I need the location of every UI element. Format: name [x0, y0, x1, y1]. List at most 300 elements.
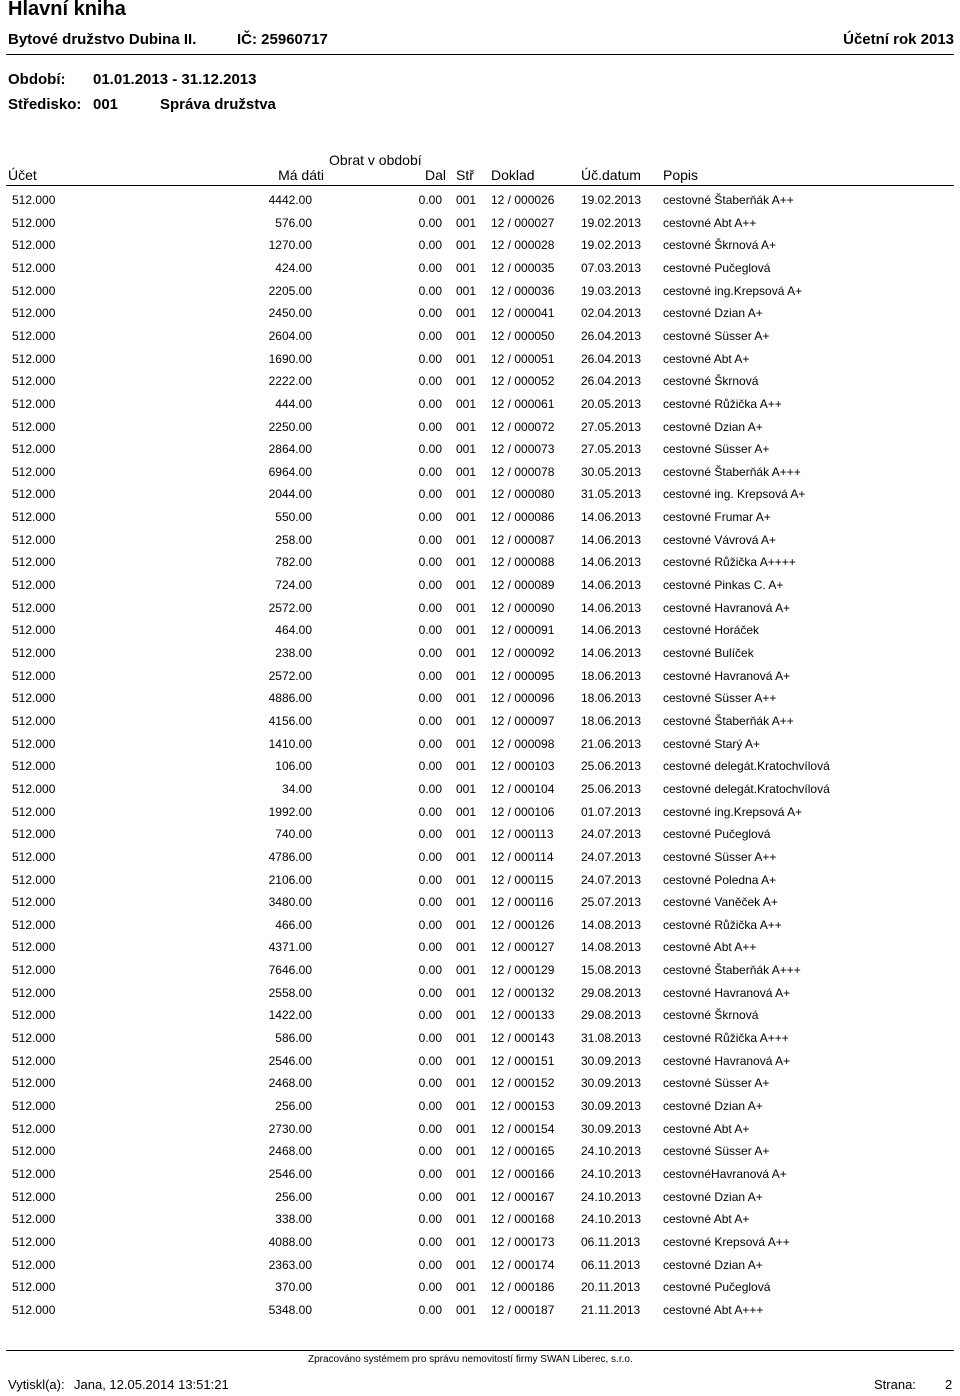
row-popis: cestovné delegát.Kratochvílová: [663, 781, 830, 796]
row-popis: cestovné Dzian A+: [663, 1257, 763, 1272]
row-ma-dati: 338.00: [275, 1212, 312, 1227]
row-doklad: 12 / 000041: [491, 306, 555, 321]
row-account: 512.000: [12, 442, 56, 457]
row-doklad: 12 / 000050: [491, 328, 555, 343]
row-dal: 0.00: [418, 1166, 442, 1181]
row-stredisko: 001: [456, 532, 477, 547]
row-dal: 0.00: [418, 238, 442, 253]
row-popis: cestovné Krepsová A++: [663, 1234, 790, 1249]
row-ucetni-datum: 24.10.2013: [581, 1144, 642, 1159]
row-stredisko: 001: [456, 306, 477, 321]
row-account: 512.000: [12, 985, 56, 1000]
row-stredisko: 001: [456, 668, 477, 683]
row-ucetni-datum: 19.02.2013: [581, 215, 642, 230]
row-dal: 0.00: [418, 940, 442, 955]
table-row: [0, 487, 960, 509]
row-ma-dati: 2468.00: [268, 1144, 312, 1159]
row-account: 512.000: [12, 917, 56, 932]
row-stredisko: 001: [456, 781, 477, 796]
row-dal: 0.00: [418, 600, 442, 615]
row-stredisko: 001: [456, 600, 477, 615]
row-ma-dati: 4786.00: [268, 849, 312, 864]
row-dal: 0.00: [418, 374, 442, 389]
row-ma-dati: 424.00: [275, 260, 312, 275]
row-doklad: 12 / 000097: [491, 713, 555, 728]
row-popis: cestovné Pinkas C. A+: [663, 578, 784, 592]
row-popis: cestovné Štaberňák A+++: [663, 963, 801, 978]
row-ma-dati: 3480.00: [268, 895, 312, 910]
row-doklad: 12 / 000092: [491, 646, 555, 660]
row-stredisko: 001: [456, 260, 477, 275]
row-popis: cestovné Havranová A+: [663, 1053, 791, 1068]
row-account: 512.000: [12, 555, 56, 570]
row-dal: 0.00: [418, 895, 442, 910]
row-popis: cestovné Dzian A+: [663, 306, 763, 321]
row-account: 512.000: [12, 464, 56, 479]
row-dal: 0.00: [418, 804, 442, 819]
table-row: [0, 940, 960, 962]
row-dal: 0.00: [418, 1031, 442, 1045]
row-account: 512.000: [12, 238, 56, 253]
row-account: 512.000: [12, 374, 56, 389]
row-dal: 0.00: [418, 306, 442, 321]
table-row: [0, 1212, 960, 1234]
row-stredisko: 001: [456, 193, 477, 207]
row-doklad: 12 / 000173: [491, 1234, 555, 1249]
row-popis: cestovné Růžička A++++: [663, 555, 796, 570]
row-account: 512.000: [12, 691, 56, 706]
column-header-str: Stř: [456, 167, 474, 183]
row-dal: 0.00: [418, 691, 442, 706]
printed-by-label: Vytiskl(a):: [8, 1377, 65, 1392]
row-popis: cestovné Starý A+: [663, 736, 761, 751]
row-doklad: 12 / 000061: [491, 396, 555, 411]
table-row: [0, 306, 960, 328]
row-account: 512.000: [12, 260, 56, 275]
row-popis: cestovné Abt A++: [663, 940, 757, 955]
table-row: [0, 420, 960, 442]
row-account: 512.000: [12, 1099, 56, 1113]
row-stredisko: 001: [456, 872, 477, 887]
row-popis: cestovné ing. Krepsová A+: [663, 487, 806, 502]
row-ma-dati: 464.00: [275, 623, 312, 638]
row-account: 512.000: [12, 1144, 56, 1159]
row-popis: cestovné Pučeglová: [663, 1280, 771, 1295]
row-ma-dati: 5348.00: [268, 1302, 312, 1317]
row-account: 512.000: [12, 283, 56, 298]
header-divider: [6, 54, 954, 55]
table-row: [0, 1235, 960, 1257]
row-account: 512.000: [12, 396, 56, 411]
row-ma-dati: 2864.00: [268, 442, 312, 457]
row-popis: cestovné Dzian A+: [663, 1189, 763, 1204]
row-doklad: 12 / 000154: [491, 1121, 555, 1136]
row-ma-dati: 256.00: [275, 1189, 312, 1204]
row-doklad: 12 / 000132: [491, 985, 555, 1000]
row-ma-dati: 466.00: [275, 917, 312, 932]
row-doklad: 12 / 000088: [491, 555, 555, 570]
row-popis: cestovné ing.Krepsová A+: [663, 283, 803, 298]
table-row: [0, 397, 960, 419]
row-stredisko: 001: [456, 759, 477, 774]
row-ucetni-datum: 26.04.2013: [581, 374, 642, 389]
row-ma-dati: 1270.00: [268, 238, 312, 253]
row-doklad: 12 / 000087: [491, 532, 555, 547]
row-ma-dati: 256.00: [275, 1099, 312, 1113]
row-popis: cestovné delegát.Kratochvílová: [663, 759, 830, 774]
row-account: 512.000: [12, 736, 56, 751]
row-ucetni-datum: 19.03.2013: [581, 283, 642, 298]
row-dal: 0.00: [418, 623, 442, 638]
row-stredisko: 001: [456, 985, 477, 1000]
row-ucetni-datum: 31.08.2013: [581, 1031, 642, 1045]
page-label: Strana:: [874, 1377, 916, 1392]
row-ucetni-datum: 06.11.2013: [581, 1257, 641, 1272]
row-popis: cestovné Štaberňák A++: [663, 713, 794, 728]
row-ma-dati: 4088.00: [268, 1234, 312, 1249]
table-row: [0, 1031, 960, 1053]
table-row: [0, 578, 960, 600]
row-doklad: 12 / 000166: [491, 1166, 555, 1181]
row-account: 512.000: [12, 1031, 56, 1045]
table-row: [0, 737, 960, 759]
row-account: 512.000: [12, 510, 56, 525]
table-row: [0, 805, 960, 827]
row-stredisko: 001: [456, 419, 477, 434]
center-label: Středisko:: [8, 96, 82, 113]
row-ucetni-datum: 18.06.2013: [581, 668, 642, 683]
row-ucetni-datum: 24.07.2013: [581, 849, 642, 864]
row-ma-dati: 2044.00: [268, 487, 312, 502]
column-group-header: Obrat v období: [329, 152, 422, 168]
table-row: [0, 1190, 960, 1212]
row-popis: cestovné Dzian A+: [663, 419, 763, 434]
table-row: [0, 1076, 960, 1098]
table-row: [0, 1258, 960, 1280]
row-dal: 0.00: [418, 215, 442, 230]
table-row: [0, 510, 960, 532]
row-doklad: 12 / 000133: [491, 1008, 555, 1023]
row-dal: 0.00: [418, 1053, 442, 1068]
row-stredisko: 001: [456, 1189, 477, 1204]
row-account: 512.000: [12, 351, 56, 366]
row-dal: 0.00: [418, 736, 442, 751]
row-dal: 0.00: [418, 1076, 442, 1091]
row-dal: 0.00: [418, 849, 442, 864]
row-stredisko: 001: [456, 1234, 477, 1249]
row-ucetni-datum: 14.08.2013: [581, 917, 642, 932]
row-doklad: 12 / 000052: [491, 374, 555, 389]
row-dal: 0.00: [418, 759, 442, 774]
row-dal: 0.00: [418, 668, 442, 683]
row-stredisko: 001: [456, 827, 477, 842]
row-stredisko: 001: [456, 849, 477, 864]
row-stredisko: 001: [456, 804, 477, 819]
row-stredisko: 001: [456, 1257, 477, 1272]
row-doklad: 12 / 000098: [491, 736, 555, 751]
row-doklad: 12 / 000028: [491, 238, 555, 253]
table-row: [0, 1054, 960, 1076]
row-ucetni-datum: 07.03.2013: [581, 260, 642, 275]
row-ucetni-datum: 30.09.2013: [581, 1076, 642, 1091]
row-ma-dati: 550.00: [275, 510, 312, 525]
fiscal-year: Účetní rok 2013: [843, 31, 954, 48]
row-dal: 0.00: [418, 510, 442, 525]
row-account: 512.000: [12, 1053, 56, 1068]
row-ma-dati: 2604.00: [268, 328, 312, 343]
row-ma-dati: 576.00: [275, 215, 312, 230]
row-account: 512.000: [12, 872, 56, 887]
table-row: [0, 646, 960, 668]
row-dal: 0.00: [418, 555, 442, 570]
row-stredisko: 001: [456, 1031, 477, 1045]
row-doklad: 12 / 000106: [491, 804, 555, 819]
table-row: [0, 352, 960, 374]
row-account: 512.000: [12, 713, 56, 728]
table-row: [0, 442, 960, 464]
row-popis: cestovné Vávrová A+: [663, 532, 777, 547]
row-ma-dati: 2468.00: [268, 1076, 312, 1091]
row-dal: 0.00: [418, 827, 442, 842]
row-account: 512.000: [12, 1166, 56, 1181]
table-row: [0, 1008, 960, 1030]
row-ma-dati: 2222.00: [268, 374, 312, 389]
row-stredisko: 001: [456, 328, 477, 343]
row-dal: 0.00: [418, 985, 442, 1000]
page-number: 2: [945, 1377, 953, 1392]
row-account: 512.000: [12, 623, 56, 638]
row-stredisko: 001: [456, 1053, 477, 1068]
row-dal: 0.00: [418, 781, 442, 796]
row-dal: 0.00: [418, 1302, 442, 1317]
row-dal: 0.00: [418, 1257, 442, 1272]
row-ucetni-datum: 14.06.2013: [581, 555, 642, 570]
row-popis: cestovné Frumar A+: [663, 510, 771, 525]
row-ma-dati: 2730.00: [268, 1121, 312, 1136]
row-popis: cestovné Škrnová: [663, 374, 759, 389]
row-ucetni-datum: 18.06.2013: [581, 713, 642, 728]
row-ma-dati: 370.00: [275, 1280, 312, 1295]
table-row: [0, 465, 960, 487]
table-row: [0, 827, 960, 849]
printed-by-value: Jana, 12.05.2014 13:51:21: [74, 1377, 229, 1392]
row-doklad: 12 / 000051: [491, 351, 555, 366]
row-ucetni-datum: 18.06.2013: [581, 691, 642, 706]
row-stredisko: 001: [456, 283, 477, 298]
row-doklad: 12 / 000104: [491, 781, 555, 796]
row-popis: cestovné Süsser A+: [663, 1144, 770, 1159]
row-doklad: 12 / 000089: [491, 578, 555, 592]
row-ma-dati: 4442.00: [268, 193, 312, 207]
row-ucetni-datum: 15.08.2013: [581, 963, 642, 978]
row-doklad: 12 / 000126: [491, 917, 555, 932]
row-stredisko: 001: [456, 713, 477, 728]
row-account: 512.000: [12, 759, 56, 774]
row-popis: cestovné Süsser A++: [663, 849, 777, 864]
row-doklad: 12 / 000073: [491, 442, 555, 457]
row-ma-dati: 1410.00: [268, 736, 312, 751]
row-stredisko: 001: [456, 623, 477, 638]
row-ucetni-datum: 20.05.2013: [581, 396, 642, 411]
row-popis: cestovné Süsser A+: [663, 442, 770, 457]
row-account: 512.000: [12, 1076, 56, 1091]
row-doklad: 12 / 000116: [491, 895, 554, 910]
row-stredisko: 001: [456, 510, 477, 525]
row-account: 512.000: [12, 600, 56, 615]
table-row: [0, 963, 960, 985]
row-ucetni-datum: 24.07.2013: [581, 827, 642, 842]
row-stredisko: 001: [456, 487, 477, 502]
row-account: 512.000: [12, 804, 56, 819]
report-title: Hlavní kniha: [8, 0, 126, 20]
row-popis: cestovné Štaberňák A+++: [663, 464, 801, 479]
row-doklad: 12 / 000127: [491, 940, 555, 955]
row-dal: 0.00: [418, 1280, 442, 1295]
row-ma-dati: 740.00: [275, 827, 312, 842]
row-account: 512.000: [12, 940, 56, 955]
row-doklad: 12 / 000152: [491, 1076, 555, 1091]
row-popis: cestovné Havranová A+: [663, 985, 791, 1000]
table-row: [0, 669, 960, 691]
row-ma-dati: 106.00: [275, 759, 312, 774]
row-ma-dati: 586.00: [275, 1031, 312, 1045]
row-ma-dati: 1992.00: [268, 804, 312, 819]
row-ma-dati: 238.00: [275, 646, 312, 660]
row-ma-dati: 2106.00: [268, 872, 312, 887]
row-account: 512.000: [12, 419, 56, 434]
row-ucetni-datum: 21.11.2013: [581, 1302, 641, 1317]
row-doklad: 12 / 000035: [491, 260, 555, 275]
row-stredisko: 001: [456, 736, 477, 751]
row-account: 512.000: [12, 532, 56, 547]
row-dal: 0.00: [418, 532, 442, 547]
row-doklad: 12 / 000143: [491, 1031, 555, 1045]
row-popis: cestovné Růžička A++: [663, 396, 782, 411]
row-ucetni-datum: 26.04.2013: [581, 328, 642, 343]
table-row: [0, 623, 960, 645]
row-doklad: 12 / 000186: [491, 1280, 555, 1295]
row-doklad: 12 / 000072: [491, 419, 555, 434]
row-account: 512.000: [12, 1280, 56, 1295]
row-popis: cestovné Škrnová A+: [663, 238, 777, 253]
column-header-doklad: Doklad: [491, 167, 535, 183]
table-row: [0, 850, 960, 872]
period-label: Období:: [8, 71, 66, 88]
row-dal: 0.00: [418, 396, 442, 411]
row-dal: 0.00: [418, 193, 442, 207]
row-account: 512.000: [12, 1121, 56, 1136]
row-doklad: 12 / 000096: [491, 691, 555, 706]
row-ma-dati: 444.00: [275, 396, 312, 411]
row-dal: 0.00: [418, 1144, 442, 1159]
row-dal: 0.00: [418, 487, 442, 502]
row-doklad: 12 / 000036: [491, 283, 555, 298]
row-popis: cestovné Pučeglová: [663, 260, 771, 275]
row-stredisko: 001: [456, 1302, 477, 1317]
row-doklad: 12 / 000187: [491, 1302, 555, 1317]
row-ucetni-datum: 25.06.2013: [581, 759, 642, 774]
row-stredisko: 001: [456, 1008, 477, 1023]
row-popis: cestovné Škrnová: [663, 1008, 759, 1023]
row-popis: cestovné Süsser A+: [663, 1076, 770, 1091]
row-ma-dati: 1422.00: [268, 1008, 312, 1023]
row-account: 512.000: [12, 1212, 56, 1227]
row-stredisko: 001: [456, 1144, 477, 1159]
column-header-popis: Popis: [663, 167, 699, 183]
row-doklad: 12 / 000113: [491, 827, 554, 842]
row-ma-dati: 2546.00: [268, 1166, 312, 1181]
row-dal: 0.00: [418, 646, 442, 660]
row-ma-dati: 2363.00: [268, 1257, 312, 1272]
row-ma-dati: 4886.00: [268, 691, 312, 706]
row-dal: 0.00: [418, 872, 442, 887]
row-doklad: 12 / 000103: [491, 759, 555, 774]
row-ma-dati: 2572.00: [268, 668, 312, 683]
row-doklad: 12 / 000167: [491, 1189, 555, 1204]
row-doklad: 12 / 000165: [491, 1144, 555, 1159]
processed-by-note: Zpracováno systémem pro správu nemovitostí firmy SWAN Liberec, s.r.o.: [308, 1354, 633, 1365]
company-ico: IČ: 25960717: [237, 31, 328, 48]
row-stredisko: 001: [456, 940, 477, 955]
footer-divider: [6, 1350, 954, 1351]
column-header-ucet: Účet: [8, 167, 37, 183]
row-ucetni-datum: 14.06.2013: [581, 510, 642, 525]
table-row: [0, 918, 960, 940]
row-dal: 0.00: [418, 963, 442, 978]
row-popis: cestovné Havranová A+: [663, 668, 791, 683]
row-dal: 0.00: [418, 1189, 442, 1204]
row-ucetni-datum: 14.06.2013: [581, 646, 642, 660]
row-dal: 0.00: [418, 351, 442, 366]
row-doklad: 12 / 000168: [491, 1212, 555, 1227]
row-account: 512.000: [12, 668, 56, 683]
row-doklad: 12 / 000114: [491, 849, 554, 864]
row-account: 512.000: [12, 1008, 56, 1023]
table-row: [0, 895, 960, 917]
row-doklad: 12 / 000095: [491, 668, 555, 683]
row-ma-dati: 2572.00: [268, 600, 312, 615]
table-row: [0, 238, 960, 260]
row-ucetni-datum: 14.06.2013: [581, 578, 642, 592]
row-popis: cestovné Süsser A++: [663, 691, 777, 706]
row-popis: cestovné Vaněček A+: [663, 895, 778, 910]
table-row: [0, 1167, 960, 1189]
row-account: 512.000: [12, 1189, 56, 1204]
row-ma-dati: 2558.00: [268, 985, 312, 1000]
table-row: [0, 1099, 960, 1121]
row-ucetni-datum: 24.10.2013: [581, 1189, 642, 1204]
row-stredisko: 001: [456, 374, 477, 389]
center-code: 001: [93, 96, 119, 113]
table-row: [0, 555, 960, 577]
row-popis: cestovné Horáček: [663, 623, 760, 638]
row-ucetni-datum: 21.06.2013: [581, 736, 642, 751]
row-stredisko: 001: [456, 1099, 477, 1113]
row-popis: cestovné ing.Krepsová A+: [663, 804, 803, 819]
row-dal: 0.00: [418, 1212, 442, 1227]
column-header-ma-dati: Má dáti: [278, 167, 324, 183]
row-popis: cestovné Abt A+: [663, 1212, 750, 1227]
table-row: [0, 193, 960, 215]
table-row: [0, 714, 960, 736]
table-row: [0, 261, 960, 283]
row-ucetni-datum: 24.10.2013: [581, 1212, 642, 1227]
row-doklad: 12 / 000151: [491, 1053, 555, 1068]
row-account: 512.000: [12, 487, 56, 502]
period-value: 01.01.2013 - 31.12.2013: [93, 71, 257, 88]
table-row: [0, 873, 960, 895]
column-header-dal: Dal: [424, 167, 446, 183]
